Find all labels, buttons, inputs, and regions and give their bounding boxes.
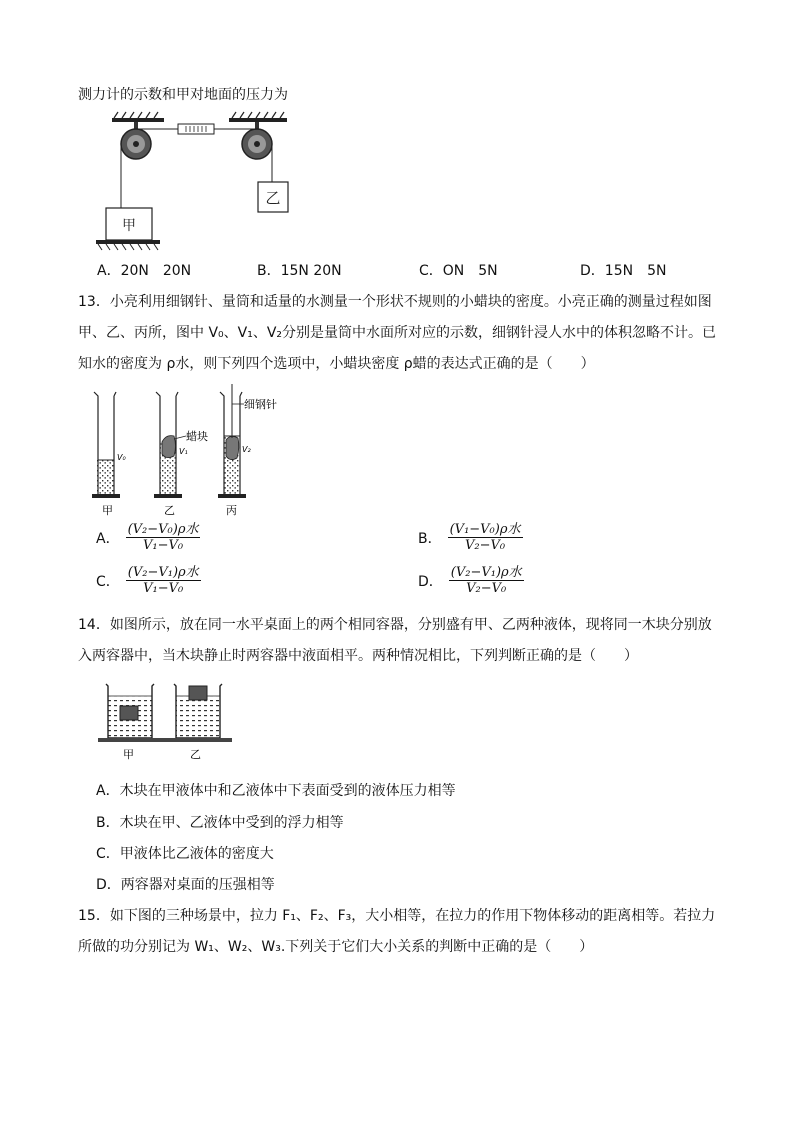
spring-scale	[178, 124, 214, 134]
container-a	[106, 684, 154, 738]
q14-line1: 14．如图所示，放在同一水平桌面上的两个相同容器，分别盛有甲、乙两种液体，现将同一木块分别放	[78, 617, 712, 633]
q14-option-b[interactable]: B．木块在甲、乙液体中受到的浮力相等	[96, 815, 344, 831]
cylinder-b	[154, 392, 182, 498]
q14-option-a[interactable]: A．木块在甲液体中和乙液体中下表面受到的液体压力相等	[96, 783, 456, 799]
caption-a: 甲	[123, 748, 134, 761]
caption-b: 乙	[190, 748, 201, 761]
q13-option-b[interactable]: B． $\frac{\text{(V₁−V₀)ρ水}}{\text{V₂−V₀}}$	[418, 522, 521, 553]
ceiling-right	[229, 118, 287, 122]
cylinder-figure	[86, 384, 296, 520]
q13-line2: 甲、乙、丙所，图中 V₀、V₁、V₂分别是量筒中水面所对应的示数，细钢针浸人水中的体积忽略不计。已	[78, 325, 717, 341]
ground	[96, 240, 160, 244]
q13-line3: 知水的密度为 ρ水，则下列四个选项中，小蜡块密度 ρ蜡的表达式正确的是（ ）	[78, 356, 595, 372]
q12-option-b[interactable]: B．15N 20N	[257, 263, 342, 279]
pulley-figure	[94, 110, 304, 255]
cylinder-a	[92, 392, 120, 498]
caption-c: 丙	[226, 504, 237, 517]
wax-block-b	[162, 436, 176, 458]
wood-block-b	[189, 686, 207, 700]
q13-option-d[interactable]: D． $\frac{\text{(V₂−V₁)ρ水}}{\text{V₂−V₀}}$	[418, 565, 522, 596]
table	[98, 738, 232, 742]
q12-option-d[interactable]: D．15N 5N	[580, 263, 667, 279]
q14-option-c[interactable]: C．甲液体比乙液体的密度大	[96, 846, 274, 862]
cylinder-c	[218, 384, 246, 498]
q14-line2: 入两容器中，当木块静止时两容器中液面相平。两种情况相比，下列判断正确的是（ ）	[78, 648, 638, 664]
q15-line1: 15．如下图的三种场景中，拉力 F₁、F₂、F₃，大小相等，在拉力的作用下物体移动的距离相等。若拉力	[78, 908, 716, 924]
q12-option-a[interactable]: A．20N 20N	[97, 263, 192, 279]
q12-option-c[interactable]: C．ON 5N	[419, 263, 498, 279]
wax-label: 蜡块	[186, 430, 208, 443]
q14-option-d[interactable]: D．两容器对桌面的压强相等	[96, 877, 275, 893]
q13-option-a[interactable]: A． $\frac{\text{(V₂−V₀)ρ水}}{\text{V₁−V₀}}$	[96, 522, 199, 553]
wood-block-a	[120, 706, 138, 720]
q15-line2: 所做的功分别记为 W₁、W₂、W₃.下列关于它们大小关系的判断中正确的是（ ）	[78, 939, 594, 955]
block-b-label: 乙	[265, 189, 281, 207]
block-a-label: 甲	[122, 218, 136, 234]
v0-label: V₀	[117, 453, 126, 462]
q13-option-c[interactable]: C． $\frac{\text{(V₂−V₁)ρ水}}{\text{V₁−V₀}}$	[96, 565, 199, 596]
caption-a: 甲	[102, 504, 113, 517]
caption-b: 乙	[164, 504, 175, 517]
needle-label: 细钢针	[244, 398, 277, 411]
q13-line1: 13．小亮利用细钢针、量筒和适量的水测量一个形状不规则的小蜡块的密度。小亮正确的测量过程如图	[78, 294, 712, 310]
v2-label: V₂	[242, 445, 251, 454]
q12-stem-tail: 测力计的示数和甲对地面的压力为	[78, 87, 288, 103]
v1-label: V₁	[179, 447, 188, 456]
container-b	[174, 684, 222, 738]
wax-block-c	[226, 436, 239, 459]
containers-figure	[96, 678, 236, 764]
ceiling-left	[112, 118, 164, 122]
